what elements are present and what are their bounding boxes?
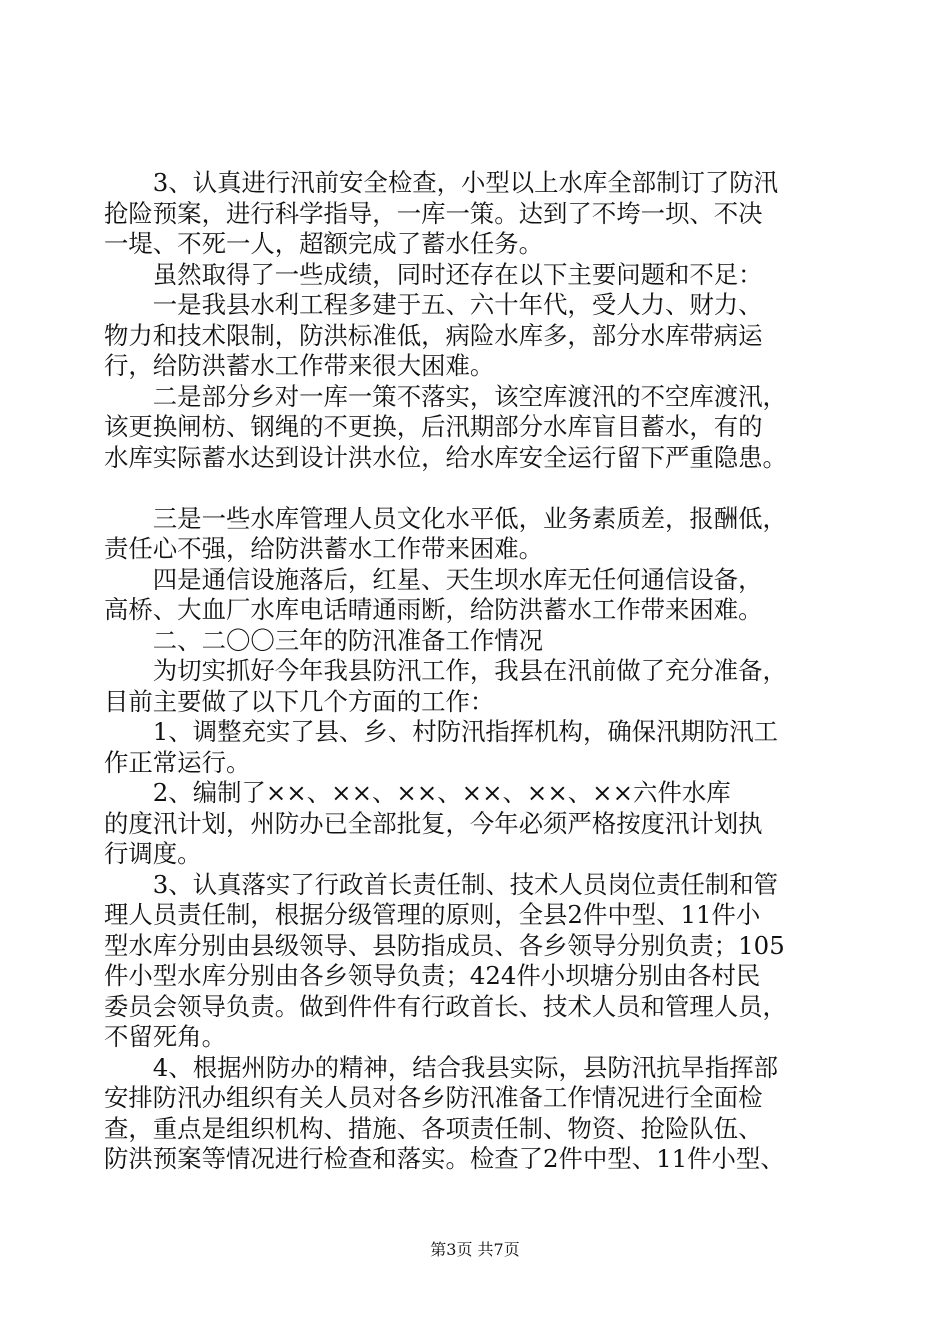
text-line: 高桥、大血厂水库电话晴通雨断，给防洪蓄水工作带来困难。 — [104, 595, 763, 624]
text-line: 为切实抓好今年我县防汛工作，我县在汛前做了充分准备， — [104, 656, 787, 685]
text-line: 物力和技术限制，防洪标准低，病险水库多，部分水库带病运 — [104, 320, 763, 350]
text-line: 3、认真落实了行政首长责任制、技术人员岗位责任制和管 — [104, 869, 779, 899]
text-line: 委员会领导负责。做到件件有行政首长、技术人员和管理人员， — [104, 991, 787, 1021]
text-line: 防洪预案等情况进行检查和落实。检查了2件中型、11件小型、 — [104, 1144, 785, 1173]
paragraph-problem-2 — [104, 382, 854, 474]
text-line: 行调度。 — [104, 839, 202, 868]
text-line: 2、编制了××、××、××、××、××、××六件水库 — [104, 778, 731, 807]
text-line: 三是一些水库管理人员文化水平低，业务素质差，报酬低， — [104, 503, 787, 533]
paragraph-preparation-intro — [104, 656, 854, 717]
text-line: 二是部分乡对一库一策不落实，该空库渡汛的不空库渡汛， — [104, 381, 787, 411]
text-line: 责任心不强，给防洪蓄水工作带来困难。 — [104, 534, 544, 563]
text-line: 安排防汛办组织有关人员对各乡防汛准备工作情况进行全面检 — [104, 1083, 763, 1112]
text-line: 4、根据州防办的精神，结合我县实际，县防汛抗旱指挥部 — [104, 1052, 779, 1082]
text-line: 虽然取得了一些成绩，同时还存在以下主要问题和不足： — [104, 259, 763, 289]
text-line: 一是我县水利工程多建于五、六十年代，受人力、财力、 — [104, 290, 763, 319]
text-line: 3、认真进行汛前安全检查，小型以上水库全部制订了防汛 — [104, 168, 779, 197]
text-line: 水库实际蓄水达到设计洪水位，给水库安全运行留下严重隐患。 — [104, 442, 787, 472]
paragraph-spacer — [104, 473, 854, 504]
text-line: 抢险预案，进行科学指导，一库一策。达到了不垮一坝、不决 — [104, 198, 763, 228]
text-line: 不留死角。 — [104, 1022, 226, 1051]
paragraph-item-3 — [104, 870, 854, 1053]
text-line: 1、调整充实了县、乡、村防汛指挥机构，确保汛期防汛工 — [104, 717, 779, 746]
paragraph-inspection — [104, 168, 854, 260]
text-line: 查，重点是组织机构、措施、各项责任制、物资、抢险队伍、 — [104, 1113, 763, 1143]
text-line: 理人员责任制，根据分级管理的原则，全县2件中型、11件小 — [104, 900, 761, 929]
paragraph-problem-4 — [104, 565, 854, 626]
text-line: 该更换闸枋、钢绳的不更换，后汛期部分水库盲目蓄水，有的 — [104, 412, 763, 441]
page-number-footer: 第3页 共7页 — [430, 1240, 520, 1259]
text-line: 作正常运行。 — [104, 747, 251, 777]
text-line: 行，给防洪蓄水工作带来很大困难。 — [104, 351, 495, 380]
text-line: 的度汛计划，州防办已全部批复，今年必须严格按度汛计划执 — [104, 808, 763, 838]
section-heading-text: 二、二〇〇三年的防汛准备工作情况 — [104, 625, 544, 655]
text-line: 目前主要做了以下几个方面的工作： — [104, 686, 495, 716]
paragraph-problems-intro — [104, 260, 854, 291]
paragraph-item-2 — [104, 778, 854, 870]
text-line: 型水库分别由县级领导、县防指成员、各乡领导分别负责；105 — [104, 930, 785, 960]
text-line: 一堤、不死一人，超额完成了蓄水任务。 — [104, 229, 544, 258]
paragraph-problem-3 — [104, 504, 854, 565]
text-line: 四是通信设施落后，红星、天生坝水库无任何通信设备， — [104, 564, 763, 594]
paragraph-item-1 — [104, 717, 854, 778]
document-body — [104, 168, 854, 1175]
paragraph-problem-1 — [104, 290, 854, 382]
text-line: 件小型水库分别由各乡领导负责；424件小坝塘分别由各村民 — [104, 961, 761, 990]
section-heading — [104, 626, 854, 657]
paragraph-item-4 — [104, 1053, 854, 1175]
